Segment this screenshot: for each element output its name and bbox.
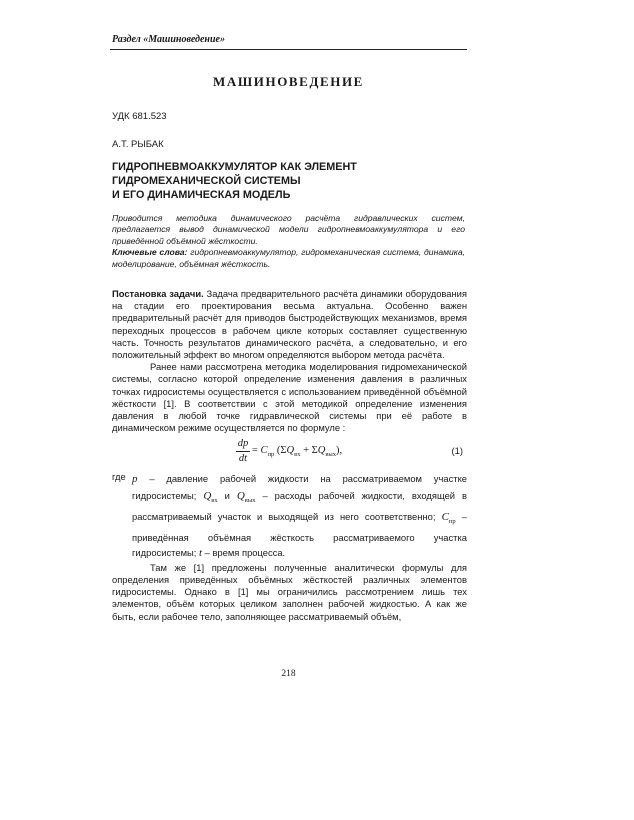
where-label: где xyxy=(112,471,126,483)
keywords xyxy=(112,247,465,270)
section-title: МАШИНОВЕДЕНИЕ xyxy=(213,74,364,89)
legend-text: p – давление рабочей жидкости на рассматриваемом участке гидросистемы; $Q_{вх}$ и $Q_{вых}$ – расходы рабочей жидкости, входящей в рассматриваемый участок и выходящей из него соответственно; $C_{пр}$ – приведённая объёмная жёсткость рассматриваемого участка гидросистемы; t – время процесса. xyxy=(132,473,467,560)
paragraph: Ранее нами рассмотрена методика моделирования гидромеханической системы, согласно которой определение изменения давления в различных точках гидросистемы осуществляется с использованием приведённой объёмной жёсткости [1]. В соответствии с этой методикой определение изменения давления в любой точке гидравлической системы при её работе в динамическом режиме осуществляется по формуле : xyxy=(112,361,467,434)
title-line: ГИДРОМЕХАНИЧЕСКОЙ СИСТЕМЫ xyxy=(112,175,301,187)
formula-legend xyxy=(112,471,467,561)
formula-1 xyxy=(112,435,467,471)
running-head: Раздел «Машиноведение» xyxy=(112,34,225,45)
keywords-text: гидропневмоаккумулятор, гидромеханическая система, динамика, моделирование, объёмная жёсткость. xyxy=(112,247,465,269)
keywords-label: Ключевые слова: xyxy=(112,247,188,258)
symbol-q: Q xyxy=(286,445,295,457)
title-line: ГИДРОПНЕВМОАККУМУЛЯТОР КАК ЭЛЕМЕНТ xyxy=(112,161,357,173)
equation-number: (1) xyxy=(451,445,463,457)
paragraph-lead: Постановка задачи. xyxy=(112,288,204,299)
article-title xyxy=(112,160,467,202)
symbol-q: Q xyxy=(317,445,326,457)
symbol-c: C xyxy=(260,445,268,457)
abstract-text: Приводится методика динамического расчёта гидравлических систем, предлагается вывод динамической модели гидропневмоаккумулятора и его приведённой объёмной жёсткости. xyxy=(112,213,465,246)
fraction-numerator: dp xyxy=(236,438,250,452)
abstract xyxy=(112,213,465,270)
udc-code: УДК 681.523 xyxy=(112,111,167,122)
paragraph-text: Задача предварительного расчёта динамики оборудования на стадии его проектирования весьма актуальна. Особенно важен предварительный расчёт для приводов быстродействующих механизмов, время переходных процессов в рабочем цикле которых составляет существенную часть. Точность результатов динамического расчёта, а следовательно, и его положительный эффект во многом определяются выбором метода расчёта. xyxy=(112,288,467,361)
header-rule xyxy=(110,49,467,50)
article-body xyxy=(112,288,467,623)
title-line: И ЕГО ДИНАМИЧЕСКАЯ МОДЕЛЬ xyxy=(112,189,291,201)
page-number: 218 xyxy=(281,669,296,679)
author-name: А.Т. РЫБАК xyxy=(112,139,164,150)
derivative-fraction xyxy=(236,438,250,465)
fraction-denominator: dt xyxy=(238,453,248,465)
paragraph xyxy=(112,288,467,361)
paragraph: Там же [1] предложены полученные аналитически формулы для определения приведённых объёмных жёсткостей различных элементов гидросистемы. Однако в [1] мы ограничились рассмотрением лишь тех элементов, объём которых целиком заполнен рабочей жидкостью. А как же быть, если рабочее тело, заполняющее рассматриваемый объём, xyxy=(112,561,467,622)
formula-rhs: = $C_{пр}$ $(\Sigma Q_{вх} + \Sigma Q_{вых})$, xyxy=(252,445,343,459)
